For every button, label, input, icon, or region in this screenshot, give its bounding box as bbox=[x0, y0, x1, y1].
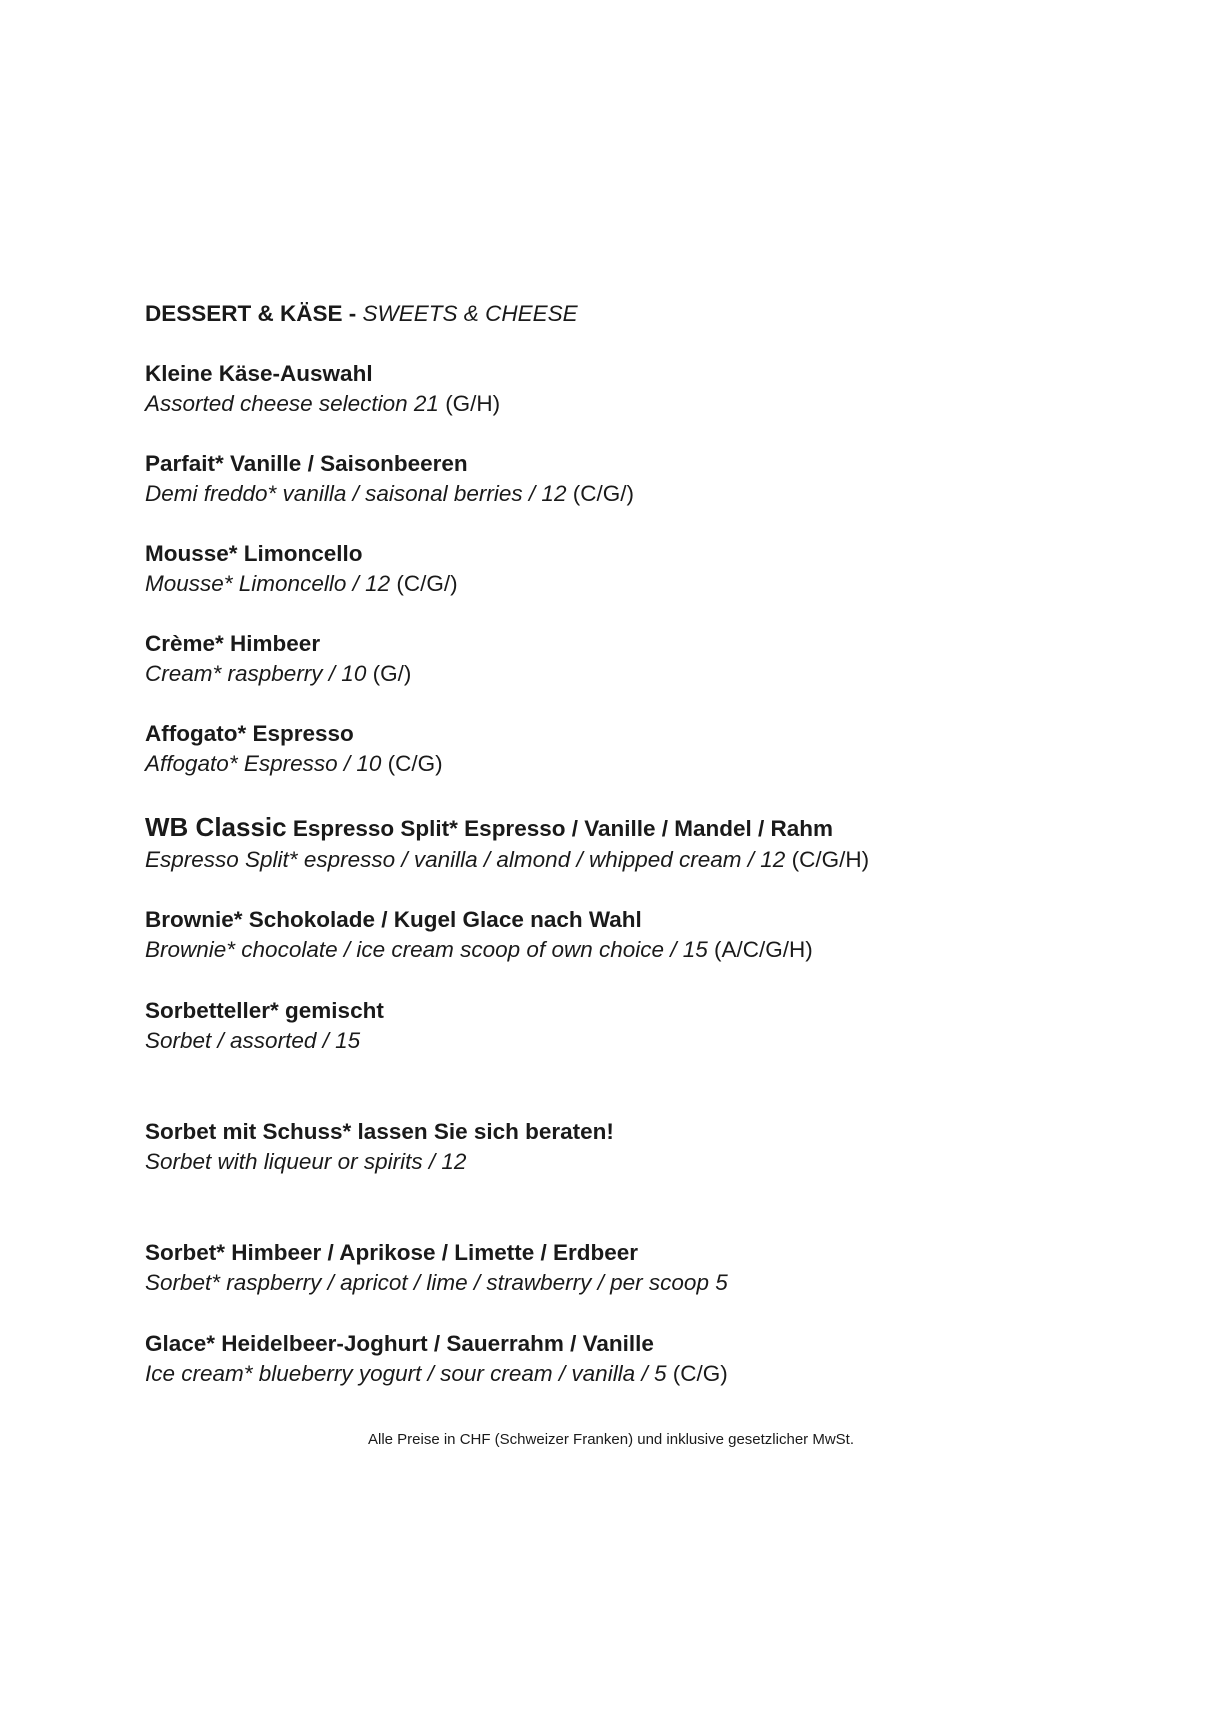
menu-item-en-parfait bbox=[145, 479, 634, 509]
menu-item-en-text: Sorbet* raspberry / apricot / lime / strawberry / per scoop 5 bbox=[145, 1270, 728, 1295]
menu-item-en-text: Assorted cheese selection 21 bbox=[145, 391, 439, 416]
menu-item-allergens: (A/C/G/H) bbox=[707, 937, 813, 962]
menu-item-de-sorbet-schuss: Sorbet mit Schuss* lassen Sie sich beraten! bbox=[145, 1119, 614, 1144]
section-heading-de: DESSERT & KÄSE bbox=[145, 301, 343, 326]
menu-item-en-text: Cream* raspberry / 10 bbox=[145, 661, 367, 686]
menu-item-en-text: Ice cream* blueberry yogurt / sour cream / vanilla / 5 bbox=[145, 1361, 667, 1386]
menu-item-en-creme bbox=[145, 659, 411, 689]
menu-item-prefix: WB Classic bbox=[145, 812, 287, 842]
section-heading-en: SWEETS & CHEESE bbox=[362, 301, 578, 326]
menu-item-allergens: (C/G/H) bbox=[785, 847, 870, 872]
section-heading bbox=[145, 299, 578, 329]
menu-item-en-sorbetteller bbox=[145, 1026, 360, 1056]
menu-item-en-affogato bbox=[145, 749, 443, 779]
menu-item-allergens: (C/G/) bbox=[566, 481, 634, 506]
menu-item-de-parfait: Parfait* Vanille / Saisonbeeren bbox=[145, 451, 468, 476]
menu-item-en-text: Sorbet with liqueur or spirits / 12 bbox=[145, 1149, 467, 1174]
menu-item-allergens: (C/G) bbox=[666, 1361, 728, 1386]
menu-item-de-glace: Glace* Heidelbeer-Joghurt / Sauerrahm / Vanille bbox=[145, 1331, 654, 1356]
menu-item-de-brownie: Brownie* Schokolade / Kugel Glace nach Wahl bbox=[145, 907, 642, 932]
menu-item-de-affogato: Affogato* Espresso bbox=[145, 721, 354, 746]
menu-item-en-text: Mousse* Limoncello / 12 bbox=[145, 571, 391, 596]
menu-item-de-sorbet: Sorbet* Himbeer / Aprikose / Limette / Erdbeer bbox=[145, 1240, 639, 1265]
price-note: Alle Preise in CHF (Schweizer Franken) und inklusive gesetzlicher MwSt. bbox=[367, 1431, 854, 1448]
menu-item-en-sorbet-schuss bbox=[145, 1147, 466, 1177]
menu-item-en-text: Sorbet / assorted / 15 bbox=[145, 1028, 361, 1053]
menu-item-de-creme: Crème* Himbeer bbox=[145, 631, 321, 656]
menu-item-en-text: Affogato* Espresso / 10 bbox=[145, 751, 382, 776]
menu-item-en-text: Demi freddo* vanilla / saisonal berries / 12 bbox=[145, 481, 567, 506]
menu-item-allergens: (G/) bbox=[366, 661, 412, 686]
menu-item-en-glace bbox=[145, 1359, 728, 1389]
menu-item-de-mousse: Mousse* Limoncello bbox=[145, 541, 363, 566]
menu-item-en-text: Espresso Split* espresso / vanilla / almond / whipped cream / 12 bbox=[145, 847, 786, 872]
menu-item-de-espresso-split bbox=[145, 812, 833, 844]
menu-item-en-sorbet bbox=[145, 1268, 728, 1298]
menu-item-de-cheese: Kleine Käse-Auswahl bbox=[145, 361, 373, 386]
menu-item-de-text: Espresso Split* Espresso / Vanille / Mandel / Rahm bbox=[286, 816, 834, 841]
menu-item-en-espresso-split bbox=[145, 845, 869, 875]
section-heading-separator: - bbox=[342, 301, 363, 326]
menu-item-allergens: (C/G) bbox=[381, 751, 443, 776]
menu-item-allergens: (C/G/) bbox=[390, 571, 458, 596]
menu-item-en-cheese bbox=[145, 389, 500, 419]
menu-item-allergens: (G/H) bbox=[438, 391, 501, 416]
menu-item-de-sorbetteller: Sorbetteller* gemischt bbox=[145, 998, 384, 1023]
menu-item-en-text: Brownie* chocolate / ice cream scoop of own choice / 15 bbox=[145, 937, 708, 962]
menu-item-en-brownie bbox=[145, 935, 813, 965]
menu-item-en-mousse bbox=[145, 569, 458, 599]
